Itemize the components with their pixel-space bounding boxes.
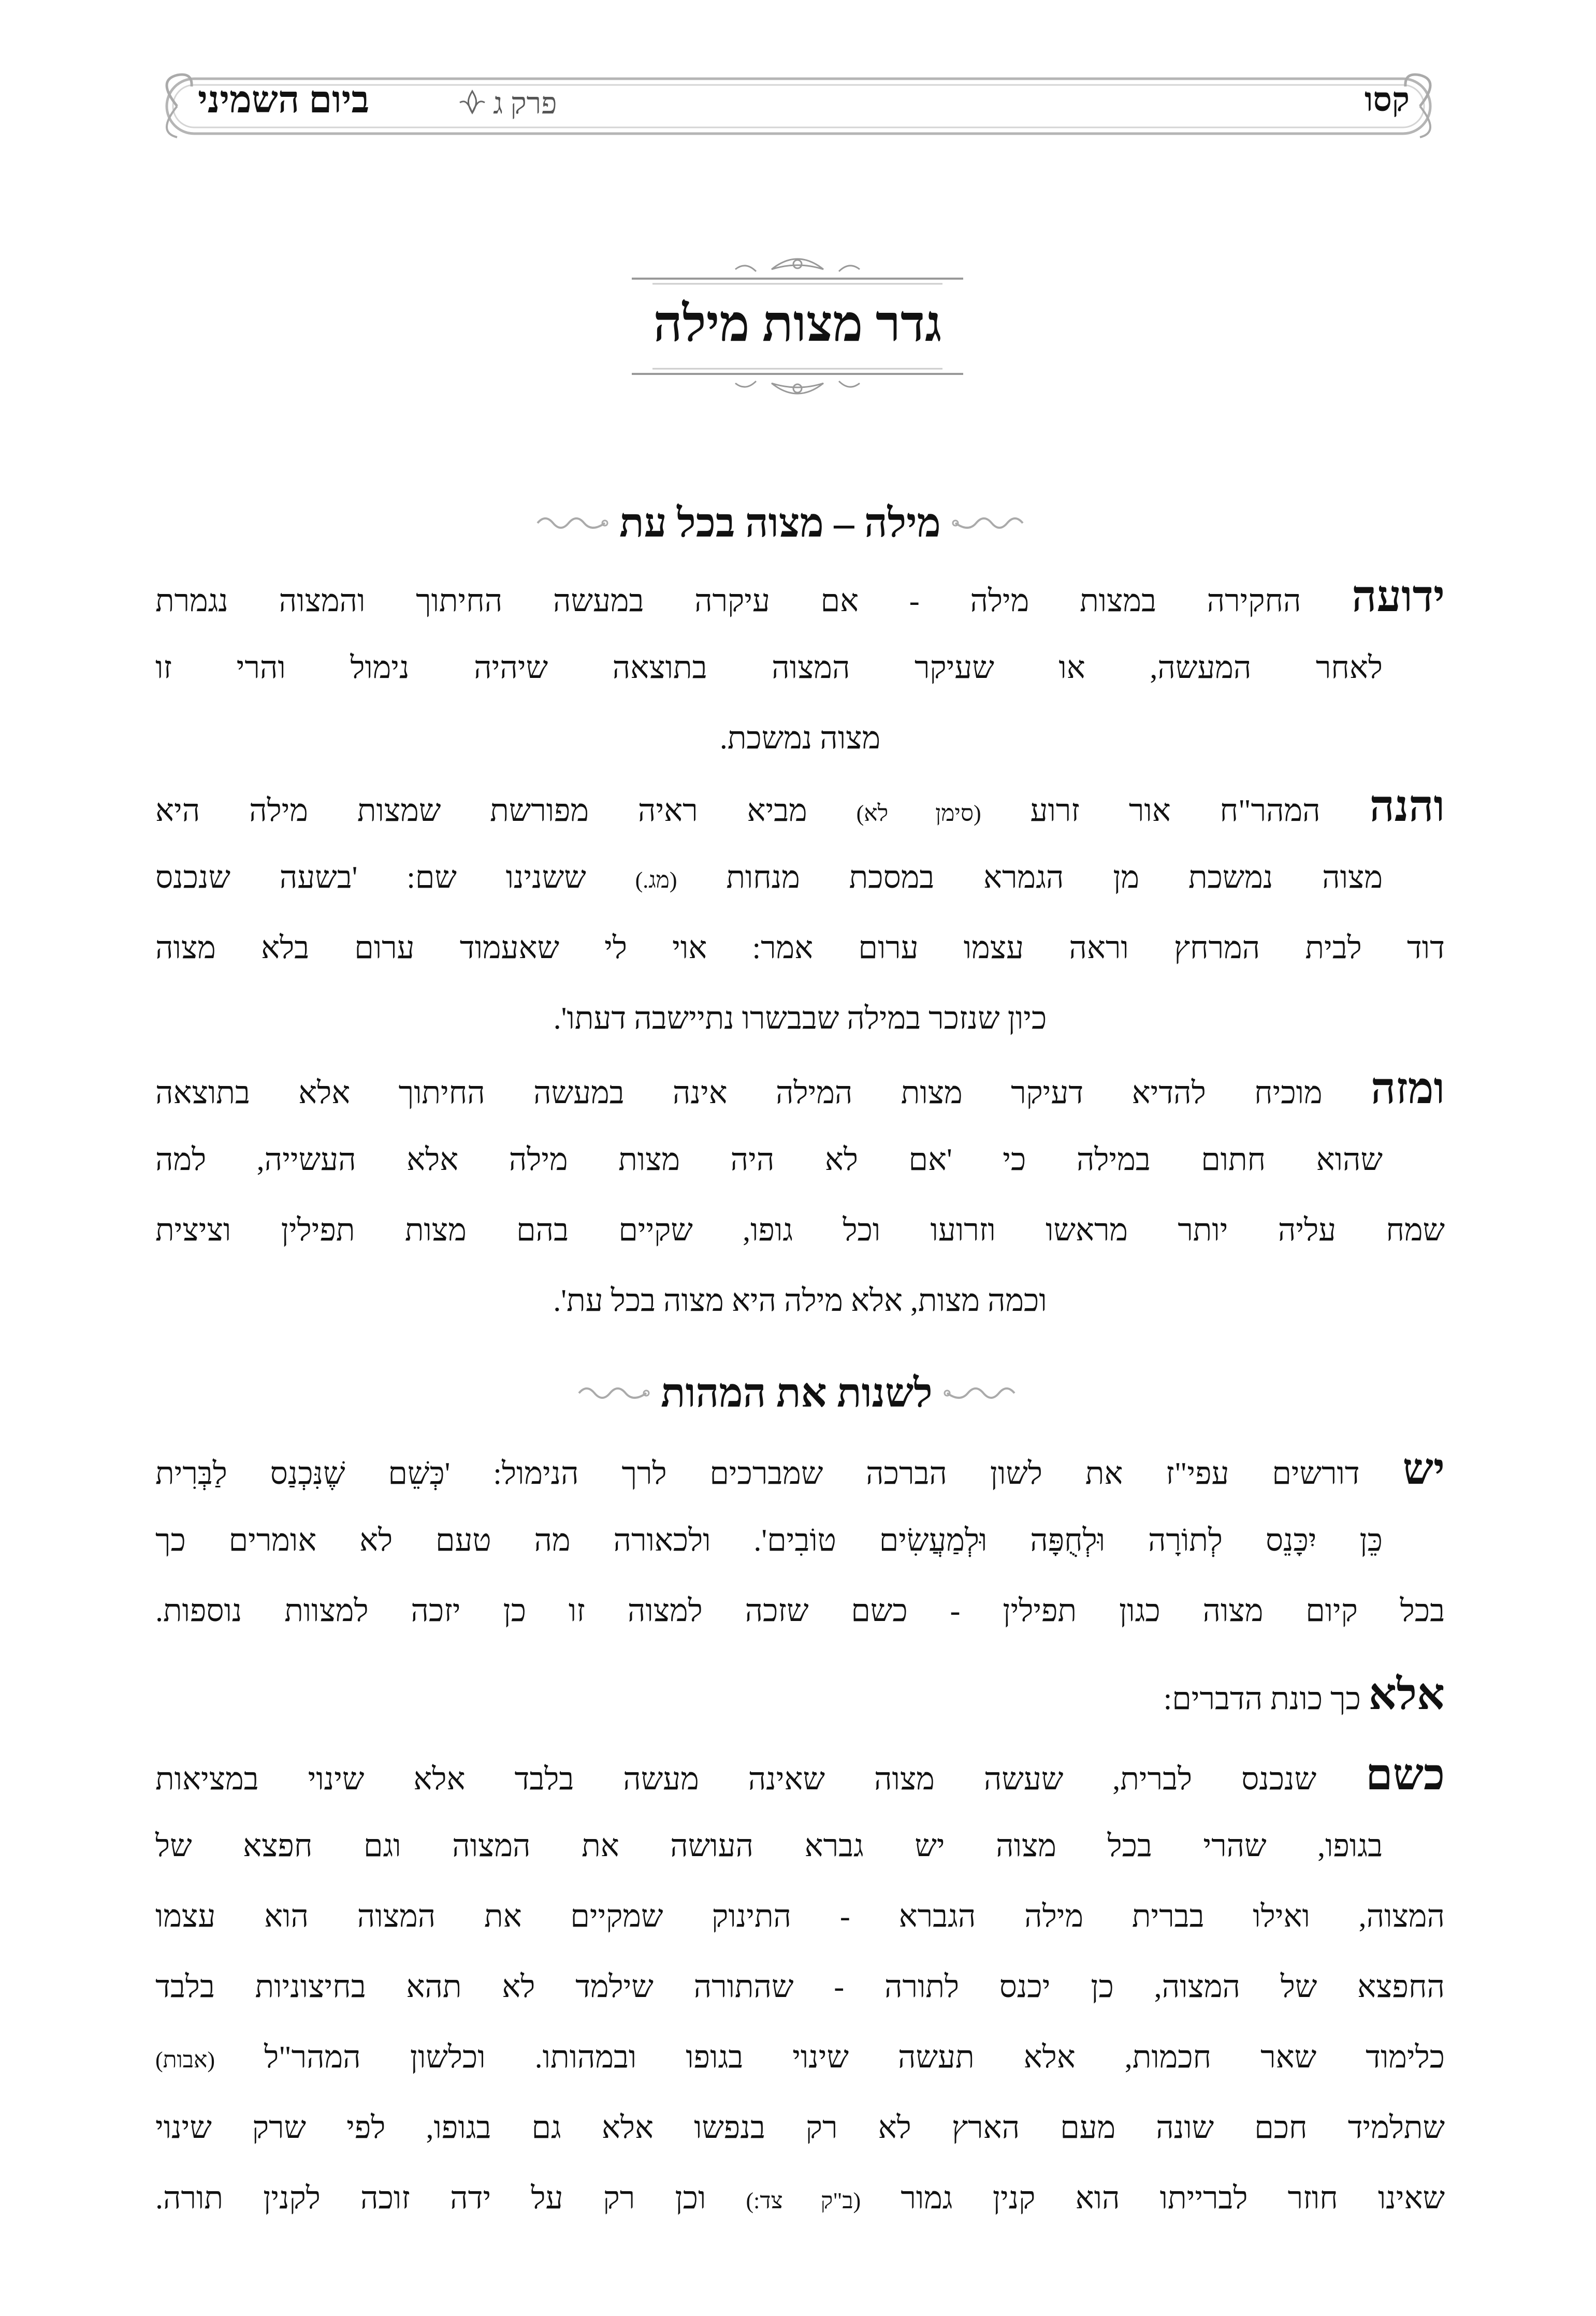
text-line: שתלמיד חכם שונה מעם הארץ לא רק בנפשו אלא גם בגופו, לפי שרק שינוי (155, 2110, 1445, 2145)
text-line: מצוה נמשכת. (719, 721, 881, 755)
source-reference: (סימן לא) (856, 801, 981, 826)
lead-word: והנה (1369, 783, 1445, 831)
running-header (146, 67, 1451, 145)
text-line: כשם שנכנס לברית, שעשה מצוה שאינה מעשה בלבד אלא שינוי במציאות (155, 1751, 1445, 1799)
text-line: ומזה מוכיח להדיא דעיקר מצות המילה אינה במעשה החיתוך אלא בתוצאה (155, 1065, 1445, 1113)
paragraph (155, 1660, 1445, 1730)
text-line: יש דורשים עפי"ז את לשון הברכה שמברכים לרך הנימול: 'כְּשֵׁם שֶׁנִּכְנַס לַבְּרִית (155, 1445, 1445, 1494)
section-heading-2 (0, 1367, 1596, 1419)
text-line: והנה המהר"ח אור זרוע (סימן לא) מביא ראיה מפורשת שמצות מילה היא (155, 783, 1445, 831)
scroll-ornament-icon (950, 511, 1028, 535)
text-line: אלא כך כונת הדברים: (1163, 1671, 1445, 1719)
paragraph (155, 1435, 1445, 1646)
text-line: ידועה החקירה במצות מילה - אם עיקרה במעשה החיתוך והמצוה נגמרת (155, 573, 1445, 621)
lead-word: כשם (1366, 1751, 1445, 1799)
bottom-ornament-icon (632, 363, 963, 404)
scroll-ornament-icon (574, 1381, 651, 1405)
text-line: שמח עליה יותר מראשו וזרועו וכל גופו, שקיים בהם מצות תפילין וציצית (155, 1213, 1445, 1247)
text-line: שאינו חוזר לברייתו הוא קנין גמור (ב"ק צד:) וכן רק על ידה זוכה לקנין תורה. (155, 2181, 1445, 2215)
text-line: דוד לבית המרחץ וראה עצמו ערום אמר: אוי לי שאעמוד ערום בלא מצוה (155, 931, 1445, 965)
fleur-icon (457, 87, 488, 118)
paragraph (155, 772, 1445, 1053)
text-line: וכמה מצות, אלא מילה היא מצוה בכל עת'. (553, 1283, 1047, 1318)
page-number: קסו (1364, 81, 1410, 118)
paragraph (155, 562, 1445, 773)
text-line: המצוה, ואילו בברית מילה הגברא - התינוק שמקיים את המצוה הוא עצמו (155, 1899, 1445, 1933)
top-ornament-icon (632, 249, 963, 290)
scroll-ornament-icon (942, 1381, 1020, 1405)
lead-word: ומזה (1370, 1065, 1445, 1113)
chapter-label: פרק ג (493, 86, 557, 120)
section-title: מילה – מצוה בכל עת (619, 500, 941, 545)
source-reference: (אבות) (155, 2047, 215, 2073)
main-title: גדר מצות מילה (653, 296, 942, 352)
text-line: כלימוד שאר חכמות, אלא תעשה שינוי בגופו ובמהותו. וכלשון המהר"ל (אבות) (155, 2040, 1445, 2074)
paragraph (155, 1740, 1445, 2233)
scroll-ornament-icon (532, 511, 610, 535)
text-line: מצוה נמשכת מן הגמרא במסכת מנחות (מג.) ששנינו שם: 'בשעה שנכנס (155, 860, 1383, 894)
text-line: כֵּן יִכָּנֵס לְתוֹרָה וּלְחֻפָּה וּלְמַעֲשִׂים טוֹבִים'. ולכאורה מה טעם לא אומרים כך (155, 1523, 1383, 1557)
section-title: לשנות את המהות (661, 1370, 933, 1415)
lead-word: ידועה (1352, 573, 1445, 621)
chapter-title-block (539, 249, 1056, 404)
text-line: החפצא של המצוה, כן יכנס לתורה - שהתורה שילמד לא תהא בחיצוניות בלבד (155, 1970, 1445, 2004)
text-line: כיון שנזכר במילה שבבשרו נתיישבה דעתו'. (553, 1001, 1047, 1035)
text-line: בגופו, שהרי בכל מצוה יש גברא העושה את המצוה וגם חפצא של (155, 1829, 1383, 1863)
source-reference: (מג.) (635, 867, 677, 893)
book-title: ביום השמיני (198, 79, 370, 121)
source-reference: (ב"ק צד:) (746, 2188, 861, 2213)
text-line: בכל קיום מצוה כגון תפילין - כשם שזכה למצוה זו כן יזכה למצוות נוספות. (155, 1594, 1445, 1628)
section-heading-1 (0, 497, 1596, 549)
text-line: לאחר המעשה, או שעיקר המצוה בתוצאה שיהיה נימול והרי זו (155, 650, 1383, 685)
lead-word: יש (1402, 1445, 1445, 1494)
lead-word: אלא (1368, 1671, 1445, 1719)
paragraph (155, 1054, 1445, 1336)
text-line: שהוא חתום במילה כי 'אם לא היה מצות מילה אלא העשייה, למה (155, 1142, 1383, 1177)
